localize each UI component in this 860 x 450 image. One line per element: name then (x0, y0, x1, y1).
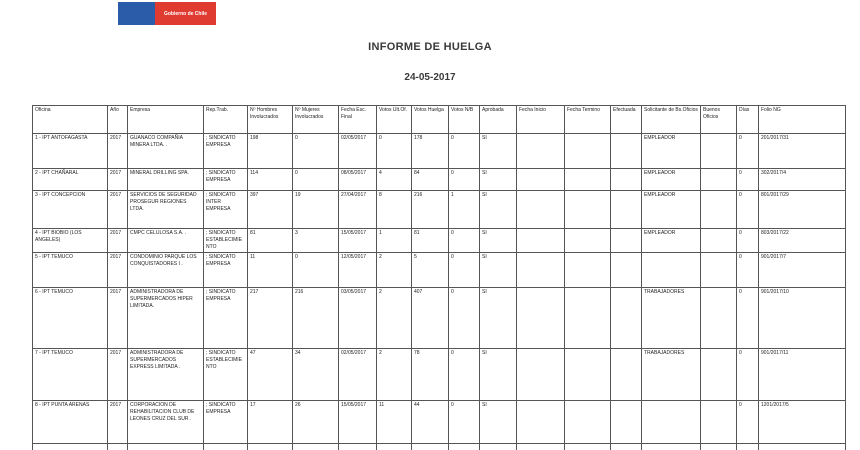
table-cell (701, 253, 737, 288)
table-cell (565, 349, 611, 401)
table-cell: 6 - IPT TEMUCO (33, 288, 108, 349)
table-cell (293, 444, 339, 450)
table-cell: 8 - IPT PUNTA ARENAS (33, 401, 108, 444)
table-cell: SI (480, 349, 517, 401)
table-cell: SI (480, 288, 517, 349)
table-row (33, 349, 846, 401)
table-cell: 0 (449, 401, 480, 444)
table-cell (642, 401, 701, 444)
table-cell: 2017 (108, 401, 128, 444)
table-cell: 2017 (108, 349, 128, 401)
column-header: Empresa (128, 106, 204, 134)
column-header: Días (737, 106, 759, 134)
logo-flag-red (155, 2, 216, 25)
table-cell: 901/2017/10 (759, 288, 846, 349)
column-header: Oficina (33, 106, 108, 134)
report-date: 24-05-2017 (404, 72, 456, 83)
table-cell: 2017 (108, 191, 128, 229)
page-title: INFORME DE HUELGA (368, 41, 492, 53)
table-cell (565, 169, 611, 191)
table-body (33, 134, 846, 450)
table-cell: 2 (377, 253, 412, 288)
table-cell: 114 (248, 169, 293, 191)
table-cell: CORPORACION DE REHABILITACION CLUB DE LEONES CRUZ DEL SUR . (128, 401, 204, 444)
table-cell: EMPLEADOR (642, 134, 701, 169)
table-cell (701, 191, 737, 229)
table-cell (412, 444, 449, 450)
column-header: Nº Hombres Involucrados (248, 106, 293, 134)
table-cell (565, 253, 611, 288)
column-header: Aprobada (480, 106, 517, 134)
table-cell: EMPLEADOR (642, 169, 701, 191)
table-cell: ; SINDICATO EMPRESA (204, 288, 248, 349)
table-cell: 2017 (108, 134, 128, 169)
table-cell (517, 288, 565, 349)
table-cell: 8 (377, 191, 412, 229)
table-cell: CONDOMINIO PARQUE LOS CONQUISTADORES I . (128, 253, 204, 288)
table-cell: 78 (412, 349, 449, 401)
table-cell: EMPLEADOR (642, 229, 701, 253)
table-cell: 1 (377, 229, 412, 253)
table-cell (517, 134, 565, 169)
table-cell: 11 (248, 253, 293, 288)
table-cell: EMPLEADOR (642, 191, 701, 229)
table-cell (642, 253, 701, 288)
table-cell (108, 444, 128, 450)
table-cell: 0 (377, 134, 412, 169)
table-cell: ADMINISTRADORA DE SUPERMERCADOS HIPER LIMITADA. (128, 288, 204, 349)
table-cell: 0 (737, 229, 759, 253)
table-cell: 03/05/2017 (339, 288, 377, 349)
table-cell (565, 288, 611, 349)
column-header: Fecha Esc. Final (339, 106, 377, 134)
table-cell: 901/2017/11 (759, 349, 846, 401)
table-cell: SI (480, 134, 517, 169)
table-cell (565, 444, 611, 450)
table-cell (204, 444, 248, 450)
table-cell (377, 444, 412, 450)
table-cell (701, 229, 737, 253)
table-cell: 397 (248, 191, 293, 229)
table-cell (611, 444, 642, 450)
table-cell: 801/2017/29 (759, 191, 846, 229)
column-header: Rep.Trab. (204, 106, 248, 134)
table-cell: MINERAL DRILLING SPA. (128, 169, 204, 191)
table-cell: 2 (377, 288, 412, 349)
table-cell: 2 (377, 349, 412, 401)
table-cell: 2017 (108, 253, 128, 288)
table-cell: 1 (449, 191, 480, 229)
table-row (33, 191, 846, 229)
table-cell (517, 169, 565, 191)
table-row (33, 229, 846, 253)
table-cell: 0 (293, 253, 339, 288)
table-cell: SI (480, 191, 517, 229)
table-cell (128, 444, 204, 450)
table-cell: ; SINDICATO ESTABLECIMIENTO (204, 349, 248, 401)
table-cell (701, 444, 737, 450)
column-header: Votos Huelga (412, 106, 449, 134)
table-cell (565, 134, 611, 169)
table-row (33, 134, 846, 169)
table-cell: 0 (449, 169, 480, 191)
column-header: Fecha Termino (565, 106, 611, 134)
table-cell: 5 (412, 253, 449, 288)
table-cell (517, 401, 565, 444)
table-cell (701, 401, 737, 444)
gobierno-de-chile-logo (118, 2, 216, 25)
table-cell (480, 444, 517, 450)
table-cell (517, 444, 565, 450)
column-header: Efectuada (611, 106, 642, 134)
table-cell: ; SINDICATO INTER EMPRESA (204, 191, 248, 229)
table-cell: 0 (737, 191, 759, 229)
table-cell (611, 349, 642, 401)
table-cell: 217 (248, 288, 293, 349)
table-cell: 0 (737, 134, 759, 169)
table-row (33, 288, 846, 349)
table-cell: 47 (248, 349, 293, 401)
table-cell: 803/2017/22 (759, 229, 846, 253)
column-header: Nº Mujeres Involucrados (293, 106, 339, 134)
table-cell (737, 444, 759, 450)
table-cell: TRABAJADORES (642, 349, 701, 401)
logo-flag-blue (118, 2, 155, 25)
table-cell: 901/2017/7 (759, 253, 846, 288)
table-cell (701, 288, 737, 349)
table-cell: 0 (293, 134, 339, 169)
table-row (33, 253, 846, 288)
table-cell: 26 (293, 401, 339, 444)
column-header: Votos N/B (449, 106, 480, 134)
table-cell (701, 169, 737, 191)
column-header: Buenos Oficios (701, 106, 737, 134)
table-cell: 81 (412, 229, 449, 253)
table-cell: ; SINDICATO ESTABLECIMIENTO (204, 229, 248, 253)
column-header: Año (108, 106, 128, 134)
column-header: Solicitante de Bs.Oficios (642, 106, 701, 134)
table-cell (759, 444, 846, 450)
table-cell (517, 253, 565, 288)
table-cell: SI (480, 253, 517, 288)
table-cell: 7 - IPT TEMUCO (33, 349, 108, 401)
table-cell: SI (480, 229, 517, 253)
table-cell (33, 444, 108, 450)
table-row (33, 401, 846, 444)
table-cell (611, 134, 642, 169)
table-cell: 2017 (108, 229, 128, 253)
logo-text: Gobierno de Chile (163, 10, 208, 17)
table-cell (611, 169, 642, 191)
table-cell: 1 - IPT ANTOFAGASTA (33, 134, 108, 169)
table-cell (565, 229, 611, 253)
table-cell (339, 444, 377, 450)
table-cell: 0 (737, 253, 759, 288)
header-row (33, 106, 846, 134)
table-cell: 201/2017/31 (759, 134, 846, 169)
table-cell: 2 - IPT CHAÑARAL (33, 169, 108, 191)
table-cell: ADMINISTRADORA DE SUPERMERCADOS EXPRESS LIMITADA . (128, 349, 204, 401)
table-cell: 1201/2017/5 (759, 401, 846, 444)
table-cell: 407 (412, 288, 449, 349)
table-cell: GUANACO COMPAÑIA MINERA LTDA. . (128, 134, 204, 169)
table-cell: SI (480, 401, 517, 444)
table-cell (611, 401, 642, 444)
table-cell: SI (480, 169, 517, 191)
table-row (33, 169, 846, 191)
table-cell: ; SINDICATO EMPRESA (204, 169, 248, 191)
table-cell: 0 (737, 349, 759, 401)
table-cell: 178 (412, 134, 449, 169)
table-cell: 5 - IPT TEMUCO (33, 253, 108, 288)
column-header: Votos Ult.Of. (377, 106, 412, 134)
table-cell: 3 (293, 229, 339, 253)
table-cell: 15/05/2017 (339, 401, 377, 444)
table-cell (517, 191, 565, 229)
huelga-table (32, 105, 846, 450)
table-cell (611, 288, 642, 349)
table-cell: 216 (293, 288, 339, 349)
table-cell: 17 (248, 401, 293, 444)
table-cell: 12/05/2017 (339, 253, 377, 288)
table-cell: 02/05/2017 (339, 134, 377, 169)
table-cell: ; SINDICATO EMPRESA (204, 253, 248, 288)
table-cell: 15/05/2017 (339, 229, 377, 253)
table-cell: 216 (412, 191, 449, 229)
table-cell: 0 (449, 349, 480, 401)
table-cell: SERVICIOS DE SEGURIDAD PROSEGUR REGIONES LTDA. (128, 191, 204, 229)
table-cell: ; SINDICATO EMPRESA (204, 401, 248, 444)
table-cell (611, 229, 642, 253)
table-cell: 0 (293, 169, 339, 191)
table-cell: 84 (412, 169, 449, 191)
table-cell: 81 (248, 229, 293, 253)
table-cell (517, 229, 565, 253)
table-cell: 198 (248, 134, 293, 169)
table-header (33, 106, 846, 134)
column-header: Folio NG (759, 106, 846, 134)
table-cell: 34 (293, 349, 339, 401)
table-cell: 3 - IPT CONCEPCION (33, 191, 108, 229)
table-cell: 08/05/2017 (339, 169, 377, 191)
table-cell: 44 (412, 401, 449, 444)
table-cell (565, 401, 611, 444)
table-cell: 11 (377, 401, 412, 444)
table-cell: 302/2017/4 (759, 169, 846, 191)
column-header: Fecha Inicio (517, 106, 565, 134)
table-cell: TRABAJADORES (642, 288, 701, 349)
table-cell: 27/04/2017 (339, 191, 377, 229)
table-cell (642, 444, 701, 450)
table-cell: 19 (293, 191, 339, 229)
table-cell: 0 (737, 169, 759, 191)
table-cell: 0 (449, 229, 480, 253)
table-cell (611, 191, 642, 229)
table-cell: 02/05/2017 (339, 349, 377, 401)
table-cell: 0 (737, 401, 759, 444)
table-cell (565, 191, 611, 229)
table-cell: 0 (449, 134, 480, 169)
table-cell: 2017 (108, 169, 128, 191)
table-cell: 0 (449, 288, 480, 349)
table-cell: CMPC CELULOSA S.A. . (128, 229, 204, 253)
table-cell: 4 (377, 169, 412, 191)
table-cell: 2017 (108, 288, 128, 349)
table-cell: 4 - IPT BIOBIO (LOS ANGELES) (33, 229, 108, 253)
table-cell: 0 (737, 288, 759, 349)
table-cell: ; SINDICATO EMPRESA (204, 134, 248, 169)
table-cell (248, 444, 293, 450)
table-cell (701, 134, 737, 169)
table-cell (517, 349, 565, 401)
table-row (33, 444, 846, 450)
table-cell (701, 349, 737, 401)
table-cell: 0 (449, 253, 480, 288)
table-cell (449, 444, 480, 450)
table-cell (611, 253, 642, 288)
